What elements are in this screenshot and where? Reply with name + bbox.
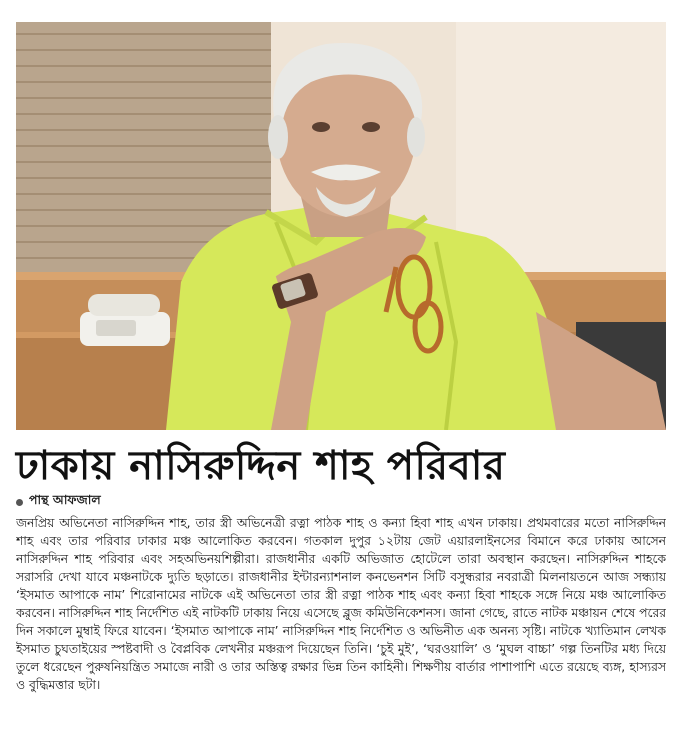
byline-author: পান্থ আফজাল	[29, 492, 101, 507]
byline	[16, 493, 101, 511]
bullet-icon	[16, 499, 23, 506]
portrait-illustration	[16, 22, 666, 430]
article-paragraph: জনপ্রিয় অভিনেতা নাসিরুদ্দিন শাহ, তার স্ত্রী অভিনেত্রী রত্না পাঠক শাহ ও কন্যা হিবা শাহ এখন ঢাকায়। প্রথমবারের মতো নাসিরুদ্দিন শাহ এবং তার পরিবার ঢাকার মঞ্চ আলোকিত করবেন। গতকাল দুপুর ১২টায় জেট এয়ারলাইনসের বিমানে করে ঢাকায় আসেন নাসিরুদ্দিন শাহ পরিবার এবং সহঅভিনয়শিল্পীরা। রাজধানীর একটি অভিজাত হোটেলে তারা অবস্থান করছেন। নাসিরুদ্দিন শাহকে সরাসরি দেখা যাবে মঞ্চনাটকে দ্যুতি ছড়াতে। রাজধানীর ইন্টারন্যাশনাল কনভেনশন সিটি বসুন্ধরার নবরাত্রী মিলনায়তনে আজ সন্ধ্যায় ‘ইসমাত আপাকে নাম’ শিরোনামের নাটকে এই অভিনেতা তার স্ত্রী রত্না পাঠক শাহ এবং কন্যা হিবা শাহকে সঙ্গে নিয়ে মঞ্চ আলোকিত করবেন। নাসিরুদ্দিন শাহ নির্দেশিত এই নাটকটি ঢাকায় নিয়ে এসেছে ব্লুজ কমিউনিকেশনস। জানা গেছে, রাতে নাটক মঞ্চায়ন শেষে পরের দিন সকালে মুম্বাই ফিরে যাবেন। ‘ইসমাত আপাকে নাম’ নাসিরুদ্দিন শাহ নির্দেশিত ও অভিনীত এক অনন্য সৃষ্টি। নাটকে খ্যাতিমান লেখক ইসমাত চুঘতাইয়ের স্পষ্টবাদী ও বৈপ্লবিক লেখনীর মঞ্চরূপ দিয়েছেন তিনি। ‘চুই মুই’, ‘ঘরওয়ালি’ ও ‘মুঘল বাচ্চা’ গল্প তিনটির মধ্য দিয়ে তুলে ধরেছেন পুরুষনিয়ন্ত্রিত সমাজে নারী ও তার অস্তিত্ব রক্ষার ভিন্ন তিন কাহিনী। শিক্ষণীয় বার্তার পাশাপাশি এতে রয়েছে ব্যঙ্গ, হাস্যরস ও বুদ্ধিমত্তার ছটা।	[16, 516, 666, 692]
telephone-shape	[80, 294, 170, 346]
article-body	[16, 514, 666, 730]
article-photo	[16, 22, 666, 430]
headline: ঢাকায় নাসিরুদ্দিন শাহ পরিবার	[16, 443, 506, 489]
